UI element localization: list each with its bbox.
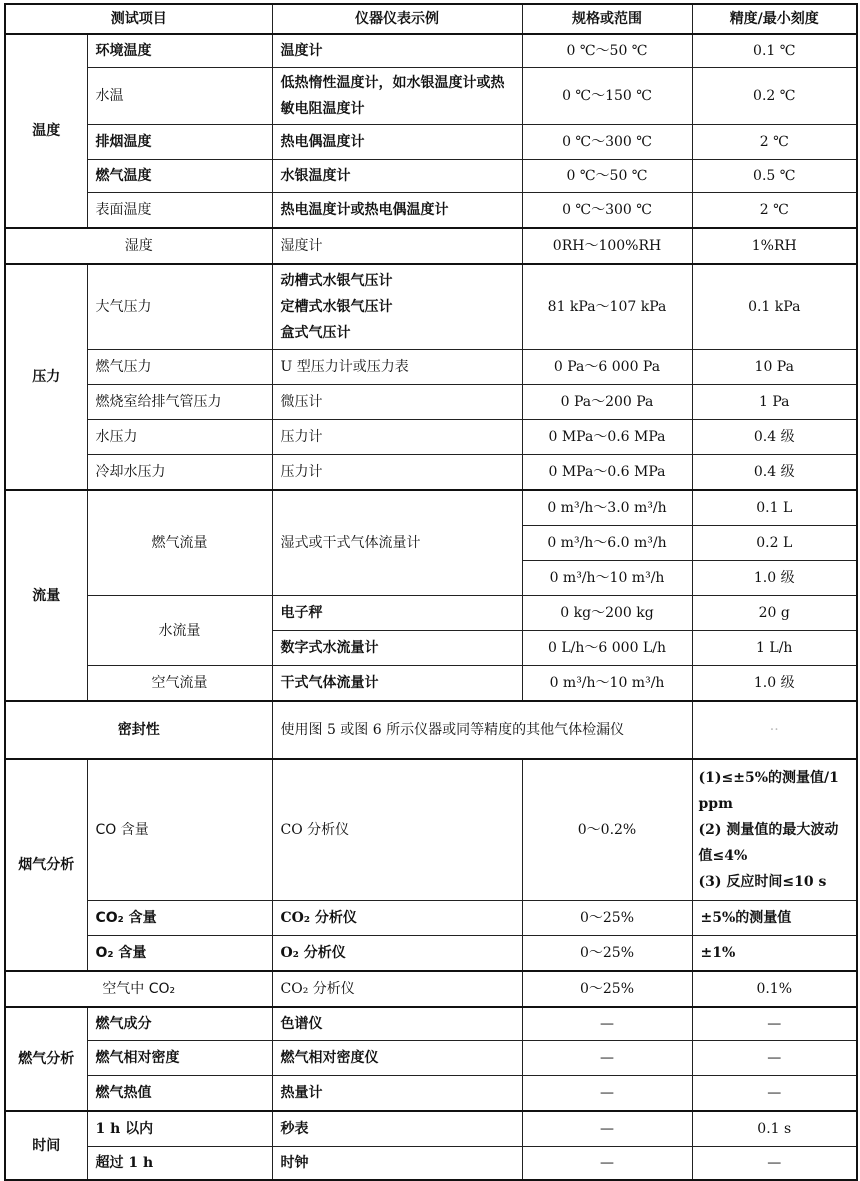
item-cell: 表面温度 bbox=[87, 193, 272, 229]
group-air-co2: 空气中 CO₂ bbox=[5, 971, 272, 1007]
item-cell: 超过 1 h bbox=[87, 1147, 272, 1181]
item-cell: 燃气热值 bbox=[87, 1076, 272, 1112]
table-row bbox=[5, 228, 857, 264]
item-cell: 水流量 bbox=[87, 596, 272, 666]
precision-cell: 0.1% bbox=[692, 971, 857, 1007]
range-cell: 0 MPa～0.6 MPa bbox=[522, 455, 692, 491]
table-row bbox=[5, 264, 857, 350]
range-cell: 0 m³/h～10 m³/h bbox=[522, 561, 692, 596]
instrument-cell: 干式气体流量计 bbox=[272, 666, 522, 702]
table-row bbox=[5, 490, 857, 526]
range-cell: — bbox=[522, 1041, 692, 1076]
group-sealing: 密封性 bbox=[5, 701, 272, 759]
item-cell: CO₂ 含量 bbox=[87, 901, 272, 936]
range-cell: 0 ℃～50 ℃ bbox=[522, 160, 692, 193]
item-cell: 燃气温度 bbox=[87, 160, 272, 193]
instrument-cell: 湿式或干式气体流量计 bbox=[272, 490, 522, 596]
instrument-cell: CO 分析仪 bbox=[272, 759, 522, 901]
group-time: 时间 bbox=[5, 1111, 87, 1180]
range-cell: 0 ℃～50 ℃ bbox=[522, 34, 692, 68]
header-instrument: 仪器仪表示例 bbox=[272, 4, 522, 34]
item-cell: 燃气压力 bbox=[87, 350, 272, 385]
table-row bbox=[5, 701, 857, 759]
precision-cell: 0.4 级 bbox=[692, 455, 857, 491]
precision-cell: 1.0 级 bbox=[692, 666, 857, 702]
instrument-cell: 色谱仪 bbox=[272, 1007, 522, 1041]
precision-cell: 0.2 ℃ bbox=[692, 68, 857, 125]
precision-cell: 1%RH bbox=[692, 228, 857, 264]
item-cell: 空气流量 bbox=[87, 666, 272, 702]
item-cell: 1 h 以内 bbox=[87, 1111, 272, 1147]
precision-cell: ±5%的测量值 bbox=[692, 901, 857, 936]
item-cell: 水压力 bbox=[87, 420, 272, 455]
range-cell: 0～25% bbox=[522, 936, 692, 972]
item-cell: 冷却水压力 bbox=[87, 455, 272, 491]
precision-line: (1)≤±5%的测量值/1 ppm bbox=[698, 770, 839, 812]
range-cell: 0 m³/h～3.0 m³/h bbox=[522, 490, 692, 526]
item-cell: 大气压力 bbox=[87, 264, 272, 350]
item-cell: O₂ 含量 bbox=[87, 936, 272, 972]
item-cell: 水温 bbox=[87, 68, 272, 125]
precision-cell: 2 ℃ bbox=[692, 193, 857, 229]
instrument-cell: 低热惰性温度计，如水银温度计或热敏电阻温度计 bbox=[272, 68, 522, 125]
header-range: 规格或范围 bbox=[522, 4, 692, 34]
range-cell: 0～25% bbox=[522, 971, 692, 1007]
instrument-cell: 温度计 bbox=[272, 34, 522, 68]
table-row bbox=[5, 936, 857, 972]
instrument-line: 定槽式水银气压计 bbox=[280, 299, 393, 315]
range-cell: 0 kg～200 kg bbox=[522, 596, 692, 631]
table-row bbox=[5, 420, 857, 455]
header-precision: 精度/最小刻度 bbox=[692, 4, 857, 34]
instrument-line: 盒式气压计 bbox=[280, 325, 351, 341]
precision-cell: — bbox=[692, 1147, 857, 1181]
range-cell: 0 Pa～6 000 Pa bbox=[522, 350, 692, 385]
item-cell: 排烟温度 bbox=[87, 125, 272, 160]
precision-cell: — bbox=[692, 1041, 857, 1076]
instrument-cell: O₂ 分析仪 bbox=[272, 936, 522, 972]
group-temperature: 温度 bbox=[5, 34, 87, 228]
range-cell: 0～0.2% bbox=[522, 759, 692, 901]
range-cell: 81 kPa～107 kPa bbox=[522, 264, 692, 350]
instrument-spec-table bbox=[4, 3, 858, 1181]
precision-cell: — bbox=[692, 1007, 857, 1041]
table-row bbox=[5, 1076, 857, 1112]
precision-cell: 1 Pa bbox=[692, 385, 857, 420]
item-cell: 燃气成分 bbox=[87, 1007, 272, 1041]
header-test-item: 测试项目 bbox=[5, 4, 272, 34]
instrument-cell: 水银温度计 bbox=[272, 160, 522, 193]
range-cell: 0 MPa～0.6 MPa bbox=[522, 420, 692, 455]
instrument-cell: 热电温度计或热电偶温度计 bbox=[272, 193, 522, 229]
item-cell: 环境温度 bbox=[87, 34, 272, 68]
table-row bbox=[5, 193, 857, 229]
group-pressure: 压力 bbox=[5, 264, 87, 490]
range-cell: 0～25% bbox=[522, 901, 692, 936]
table-row bbox=[5, 385, 857, 420]
table-row bbox=[5, 901, 857, 936]
range-cell: — bbox=[522, 1076, 692, 1112]
instrument-line: 动槽式水银气压计 bbox=[280, 273, 393, 289]
table-row bbox=[5, 160, 857, 193]
range-cell: — bbox=[522, 1007, 692, 1041]
precision-cell: 0.4 级 bbox=[692, 420, 857, 455]
precision-cell: ±1% bbox=[692, 936, 857, 972]
item-cell: 燃气流量 bbox=[87, 490, 272, 596]
table-row bbox=[5, 971, 857, 1007]
precision-cell: ·· bbox=[692, 701, 857, 759]
range-cell: 0 m³/h～6.0 m³/h bbox=[522, 526, 692, 561]
precision-line: (2) 测量值的最大波动值≤4% bbox=[698, 822, 839, 864]
instrument-cell: 热量计 bbox=[272, 1076, 522, 1112]
table-row bbox=[5, 759, 857, 901]
table-row bbox=[5, 1147, 857, 1181]
precision-cell: 0.1 L bbox=[692, 490, 857, 526]
instrument-cell: CO₂ 分析仪 bbox=[272, 901, 522, 936]
precision-cell: 0.2 L bbox=[692, 526, 857, 561]
table-row bbox=[5, 455, 857, 491]
precision-cell: 10 Pa bbox=[692, 350, 857, 385]
precision-cell: 0.1 s bbox=[692, 1111, 857, 1147]
table-row bbox=[5, 1041, 857, 1076]
range-cell: 0 ℃～300 ℃ bbox=[522, 193, 692, 229]
instrument-cell bbox=[272, 264, 522, 350]
precision-cell bbox=[692, 759, 857, 901]
instrument-cell: 使用图 5 或图 6 所示仪器或同等精度的其他气体检漏仪 bbox=[272, 701, 692, 759]
instrument-cell: 湿度计 bbox=[272, 228, 522, 264]
instrument-cell: 秒表 bbox=[272, 1111, 522, 1147]
range-cell: 0 ℃～300 ℃ bbox=[522, 125, 692, 160]
instrument-cell: 微压计 bbox=[272, 385, 522, 420]
instrument-cell: 时钟 bbox=[272, 1147, 522, 1181]
instrument-cell: CO₂ 分析仪 bbox=[272, 971, 522, 1007]
precision-cell: 1.0 级 bbox=[692, 561, 857, 596]
precision-cell: 1 L/h bbox=[692, 631, 857, 666]
range-cell: — bbox=[522, 1147, 692, 1181]
precision-cell: 0.1 ℃ bbox=[692, 34, 857, 68]
range-cell: 0RH～100%RH bbox=[522, 228, 692, 264]
precision-cell: 0.5 ℃ bbox=[692, 160, 857, 193]
item-cell: CO 含量 bbox=[87, 759, 272, 901]
group-gas-analysis: 燃气分析 bbox=[5, 1007, 87, 1111]
table-row bbox=[5, 1007, 857, 1041]
item-cell: 燃烧室给排气管压力 bbox=[87, 385, 272, 420]
range-cell: 0 m³/h～10 m³/h bbox=[522, 666, 692, 702]
range-cell: 0 Pa～200 Pa bbox=[522, 385, 692, 420]
instrument-cell: U 型压力计或压力表 bbox=[272, 350, 522, 385]
instrument-cell: 燃气相对密度仪 bbox=[272, 1041, 522, 1076]
table-row bbox=[5, 596, 857, 631]
group-humidity: 湿度 bbox=[5, 228, 272, 264]
instrument-cell: 压力计 bbox=[272, 455, 522, 491]
precision-line: (3) 反应时间≤10 s bbox=[698, 874, 827, 890]
range-cell: 0 L/h～6 000 L/h bbox=[522, 631, 692, 666]
instrument-cell: 热电偶温度计 bbox=[272, 125, 522, 160]
item-cell: 燃气相对密度 bbox=[87, 1041, 272, 1076]
table-row bbox=[5, 350, 857, 385]
table-header-row bbox=[5, 4, 857, 34]
group-flue-gas: 烟气分析 bbox=[5, 759, 87, 971]
table-row bbox=[5, 68, 857, 125]
instrument-cell: 数字式水流量计 bbox=[272, 631, 522, 666]
table-row bbox=[5, 666, 857, 702]
table-row bbox=[5, 1111, 857, 1147]
range-cell: 0 ℃～150 ℃ bbox=[522, 68, 692, 125]
precision-cell: 20 g bbox=[692, 596, 857, 631]
table-row bbox=[5, 34, 857, 68]
group-flow: 流量 bbox=[5, 490, 87, 701]
instrument-cell: 电子秤 bbox=[272, 596, 522, 631]
precision-cell: — bbox=[692, 1076, 857, 1112]
range-cell: — bbox=[522, 1111, 692, 1147]
precision-cell: 2 ℃ bbox=[692, 125, 857, 160]
precision-cell: 0.1 kPa bbox=[692, 264, 857, 350]
instrument-cell: 压力计 bbox=[272, 420, 522, 455]
table-row bbox=[5, 125, 857, 160]
